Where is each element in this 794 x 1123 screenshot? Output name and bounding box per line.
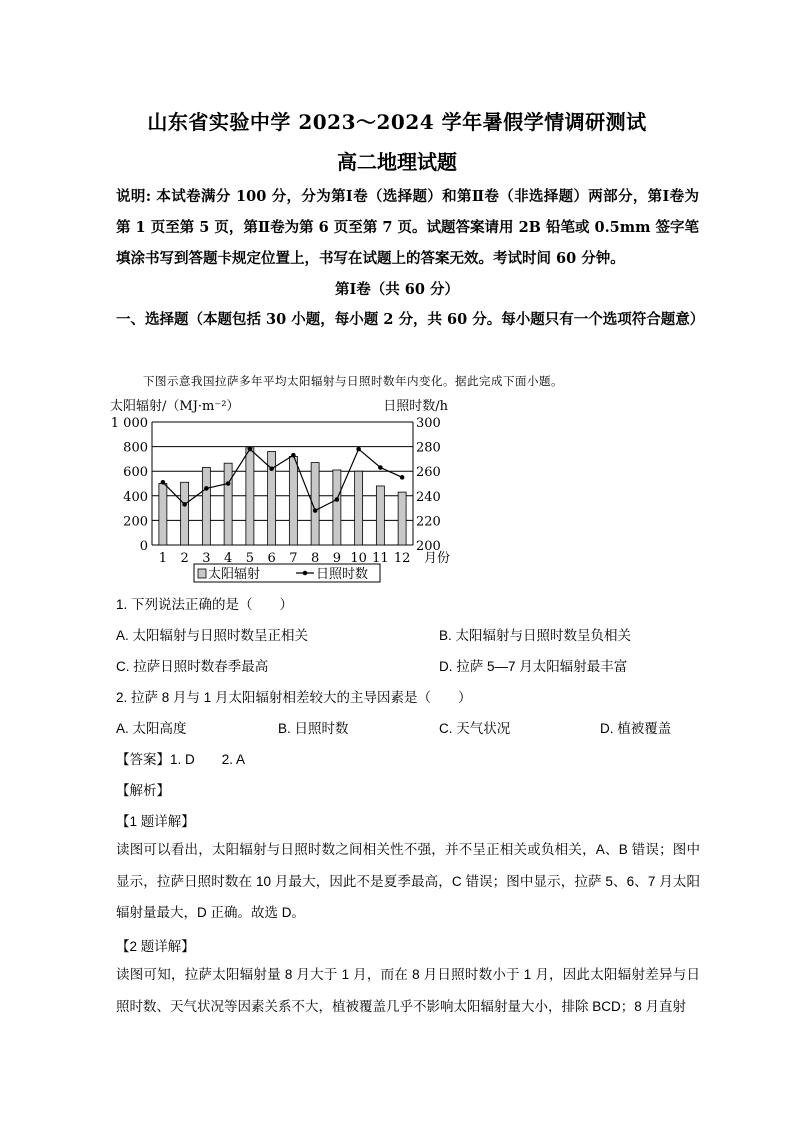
- sunshine-point: [182, 502, 187, 507]
- q1-stem: 1. 下列说法正确的是（ ）: [116, 597, 294, 612]
- radiation-sunshine-chart: [110, 392, 450, 587]
- month-tick-label: 10: [350, 551, 367, 566]
- figure-intro: 下图示意我国拉萨多年平均太阳辐射与日照时数年内变化。据此完成下面小题。: [143, 374, 563, 388]
- legend-sunshine-label: 日照时数: [316, 567, 369, 582]
- legend-radiation-label: 太阳辐射: [208, 567, 261, 582]
- instructions: 说明: 本试卷满分 100 分，分为第Ⅰ卷（选择题）和第Ⅱ卷（非选择题）两部分，第Ⅰ卷为第 1 页至第 5 页，第Ⅱ卷为第 6 页至第 7 页。试题答案请用 2B 铅笔或 0.5mm 签字笔填涂书写到答题卡规定位置上，书写在试题上的答案无效。考试时间 60 分钟。: [116, 188, 699, 267]
- sunshine-point: [400, 475, 405, 480]
- month-tick-label: 2: [180, 551, 189, 566]
- left-tick-label: 800: [123, 440, 148, 456]
- right-tick-label: 260: [416, 465, 441, 481]
- month-tick-label: 12: [393, 551, 411, 566]
- left-tick-label: 0: [139, 539, 148, 554]
- month-tick-label: 11: [372, 551, 389, 566]
- sunshine-point: [335, 497, 340, 502]
- month-tick-label: 9: [332, 551, 342, 566]
- radiation-bar: [333, 470, 341, 545]
- radiation-bar: [398, 492, 406, 545]
- month-tick-label: 1: [158, 551, 168, 566]
- q2-option-d: D. 植被覆盖: [600, 721, 672, 736]
- q1-option-b: B. 太阳辐射与日照时数呈负相关: [439, 628, 632, 643]
- right-axis-label: 日照时数/h: [383, 399, 448, 414]
- sunshine-point: [313, 508, 318, 513]
- right-tick-label: 200: [416, 539, 441, 554]
- right-tick-label: 240: [416, 489, 441, 505]
- sunshine-point: [204, 486, 209, 491]
- radiation-bar: [202, 468, 210, 545]
- detail1-heading: 【1 题详解】: [116, 814, 195, 829]
- q2-option-c: C. 天气状况: [439, 721, 511, 736]
- legend-point-swatch: [303, 571, 308, 576]
- sunshine-point: [226, 481, 231, 486]
- sunshine-point: [291, 453, 296, 458]
- radiation-bar: [224, 463, 232, 545]
- part-heading: 一、选择题（本题包括 30 小题，每小题 2 分，共 60 分。每小题只有一个选项符合题意）: [116, 311, 705, 328]
- answer-line: 【答案】1. D 2. A: [116, 752, 246, 767]
- right-tick-label: 280: [416, 440, 441, 456]
- left-tick-label: 200: [123, 514, 148, 530]
- q1-option-d: D. 拉萨 5—7 月太阳辐射最丰富: [439, 659, 628, 674]
- radiation-bar: [246, 448, 254, 545]
- detail1-text: 读图可以看出，太阳辐射与日照时数之间相关性不强，并不呈正相关或负相关，A、B 错误；图中显示，拉萨日照时数在 10 月最大，因此不是夏季最高，C 错误；图中显示，拉萨 5、6、7 月太阳辐射量最大，D 正确。故选 D。: [116, 842, 700, 920]
- q2-option-a: A. 太阳高度: [116, 721, 187, 736]
- sunshine-point: [356, 447, 361, 452]
- radiation-bar: [289, 456, 297, 545]
- detail2-text: 读图可知，拉萨太阳辐射量 8 月大于 1 月，而在 8 月日照时数小于 1 月，因此太阳辐射差异与日照时数、天气状况等因素关系不大，植被覆盖几乎不影响太阳辐射量大小，排除 BCD；8 月直射: [116, 967, 700, 1014]
- analysis-heading: 【解析】: [116, 783, 170, 798]
- radiation-bar: [159, 484, 167, 546]
- sunshine-point: [269, 466, 274, 471]
- q2-stem: 2. 拉萨 8 月与 1 月太阳辐射相差较大的主导因素是（ ）: [116, 690, 472, 705]
- q1-option-a: A. 太阳辐射与日照时数呈正相关: [116, 628, 309, 643]
- right-tick-label: 300: [416, 416, 441, 431]
- left-axis-label: 太阳辐射/（MJ·m⁻²）: [110, 399, 240, 414]
- month-tick-label: 7: [289, 551, 298, 566]
- month-tick-label: 4: [223, 551, 233, 566]
- x-axis-label: 月份: [424, 551, 450, 566]
- month-tick-label: 5: [245, 551, 255, 566]
- radiation-bar: [181, 482, 189, 545]
- month-tick-label: 3: [202, 551, 211, 566]
- radiation-bar: [355, 471, 363, 545]
- left-tick-label: 400: [123, 489, 148, 505]
- sunshine-point: [248, 447, 253, 452]
- month-tick-label: 6: [267, 551, 276, 566]
- sunshine-line: [163, 449, 402, 511]
- left-tick-label: 1 000: [110, 416, 148, 431]
- exam-subtitle: 高二地理试题: [337, 150, 457, 174]
- q1-option-c: C. 拉萨日照时数春季最高: [116, 659, 269, 674]
- sunshine-point: [378, 465, 383, 470]
- sunshine-point: [161, 480, 166, 485]
- legend-bar-swatch: [198, 569, 206, 578]
- radiation-bar: [376, 486, 384, 545]
- section-title: 第Ⅰ卷（共 60 分）: [334, 281, 460, 298]
- exam-title: 山东省实验中学 2023～2024 学年暑假学情调研测试: [147, 110, 647, 134]
- left-tick-label: 600: [123, 465, 148, 481]
- detail2-heading: 【2 题详解】: [116, 939, 195, 954]
- q2-option-b: B. 日照时数: [278, 721, 349, 736]
- right-tick-label: 220: [416, 514, 441, 530]
- month-tick-label: 8: [310, 551, 320, 566]
